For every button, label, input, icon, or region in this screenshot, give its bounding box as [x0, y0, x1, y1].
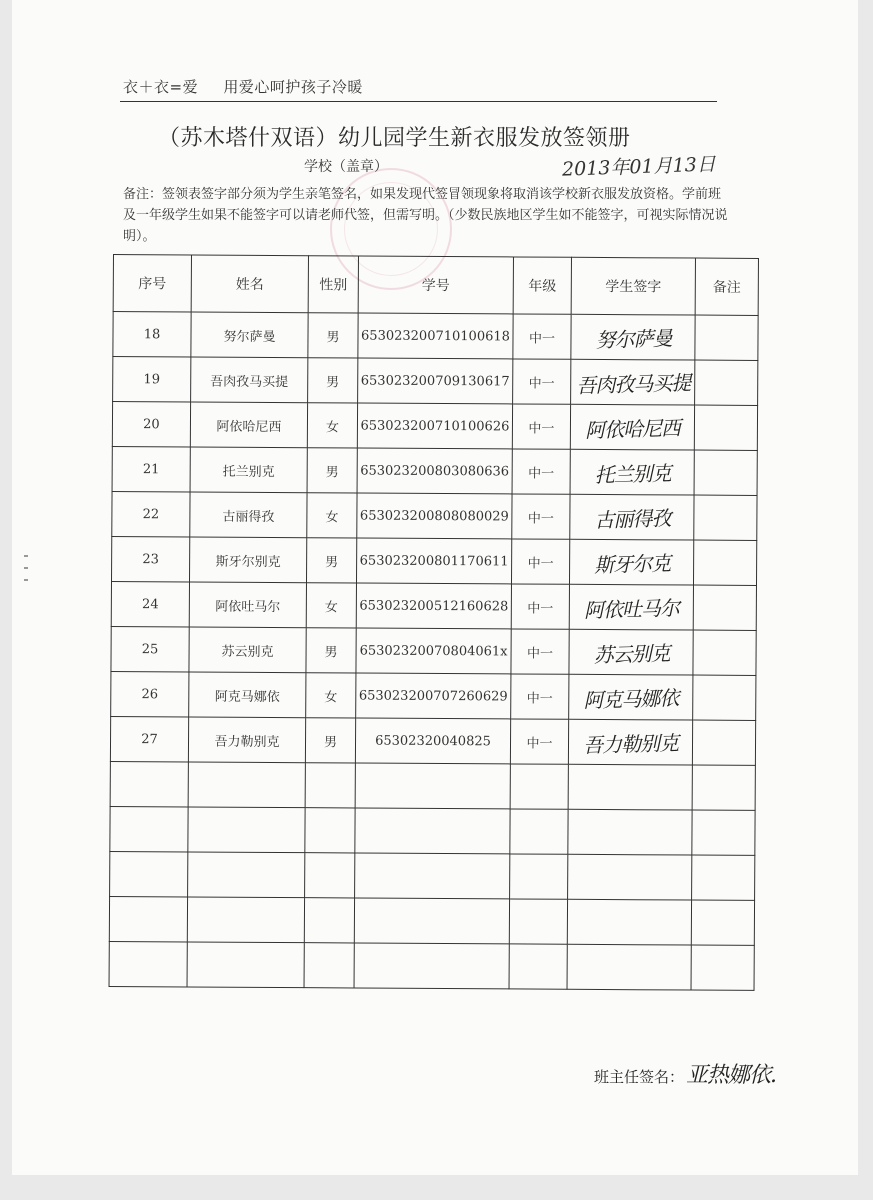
cell-name [188, 762, 305, 808]
cell-no [109, 941, 187, 986]
cell-signature [567, 899, 691, 945]
cell-signature [568, 764, 692, 810]
cell-student-id: 653023200803080636 [357, 448, 512, 494]
table-row [112, 491, 757, 540]
cell-signature [569, 539, 693, 585]
cell-name: 苏云别克 [189, 627, 306, 673]
cell-gender: 男 [305, 718, 355, 763]
cell-student-id [355, 763, 510, 809]
slogan-right: 用爱心呵护孩子冷暖 [223, 78, 363, 96]
student-handwritten-signature: 托兰别克 [593, 460, 671, 487]
table-row [112, 402, 757, 451]
cell-name: 阿依吐马尔 [189, 582, 306, 628]
cell-student-id: 65302320040825 [355, 718, 510, 764]
table-row [113, 357, 758, 406]
cell-signature [567, 944, 691, 990]
header-divider [120, 101, 717, 102]
cell-no: 25 [111, 626, 189, 671]
cell-gender: 男 [306, 628, 356, 673]
cell-gender: 女 [307, 493, 357, 538]
cell-name: 斯牙尔别克 [189, 537, 306, 583]
table-row [109, 896, 754, 945]
cell-gender: 男 [308, 358, 358, 403]
cell-name: 阿依哈尼西 [190, 402, 307, 448]
cell-student-id: 653023200709130617 [358, 358, 513, 404]
cell-no: 22 [112, 491, 190, 536]
cell-signature [570, 449, 694, 495]
cell-remark [692, 765, 755, 810]
cell-grade: 中一 [513, 359, 571, 404]
cell-signature [569, 584, 693, 630]
cell-no: 26 [111, 671, 189, 716]
cell-gender: 女 [307, 403, 357, 448]
cell-grade: 中一 [512, 404, 570, 449]
cell-gender [304, 898, 354, 943]
cell-remark [694, 450, 757, 495]
col-header-no: 序号 [113, 255, 191, 312]
cell-remark [692, 810, 755, 855]
scan-edge-marks [24, 545, 32, 605]
cell-grade: 中一 [512, 449, 570, 494]
cell-no: 18 [113, 312, 191, 357]
cell-no: 27 [110, 716, 188, 761]
cell-student-id: 653023200707260629 [356, 673, 511, 719]
cell-no: 21 [112, 446, 190, 491]
cell-gender [305, 763, 355, 808]
cell-no: 19 [113, 357, 191, 402]
table-row [112, 446, 757, 495]
table-header-row [113, 255, 758, 316]
student-handwritten-signature: 阿克马娜依 [583, 685, 679, 713]
table-row [111, 536, 756, 585]
student-handwritten-signature: 吾力勒别克 [582, 730, 679, 758]
student-handwritten-signature: 苏云别克 [592, 640, 670, 667]
student-handwritten-signature: 阿依哈尼西 [584, 415, 681, 443]
cell-grade: 中一 [510, 719, 568, 764]
cell-grade [509, 899, 567, 944]
cell-signature [569, 629, 693, 675]
student-handwritten-signature: 古丽得孜 [593, 505, 671, 532]
teacher-signature-block [594, 1058, 776, 1089]
cell-signature [570, 494, 694, 540]
cell-no: 20 [112, 402, 190, 447]
cell-no: 24 [111, 581, 189, 626]
cell-gender [304, 943, 354, 988]
cell-remark [693, 585, 756, 630]
col-header-gender: 性别 [308, 256, 358, 313]
cell-no [110, 761, 188, 806]
cell-signature [568, 809, 692, 855]
cell-student-id: 653023200710100626 [357, 403, 512, 449]
cell-name [188, 852, 305, 898]
col-header-grade: 年级 [513, 257, 571, 314]
cell-gender: 女 [306, 673, 356, 718]
cell-remark [693, 540, 756, 585]
cell-remark [695, 315, 758, 360]
student-handwritten-signature: 斯牙尔克 [593, 550, 671, 577]
cell-student-id: 653023200808080029 [357, 493, 512, 539]
cell-name: 吾肉孜马买提 [191, 357, 308, 403]
table-row [109, 941, 754, 990]
col-header-student-id: 学号 [358, 256, 513, 314]
cell-no: 23 [111, 536, 189, 581]
cell-remark [695, 360, 758, 405]
table-row [110, 716, 755, 765]
col-header-signature: 学生签字 [571, 257, 695, 315]
cell-grade: 中一 [511, 584, 569, 629]
table-row [111, 626, 756, 675]
cell-student-id: 653023200710100618 [358, 313, 513, 359]
cell-gender: 女 [306, 583, 356, 628]
cell-signature [568, 854, 692, 900]
document-title: （苏木塔什双语）幼儿园学生新衣服发放签领册 [158, 126, 631, 151]
table-row [110, 806, 755, 855]
cell-grade: 中一 [511, 674, 569, 719]
cell-grade: 中一 [513, 314, 571, 359]
cell-remark [691, 945, 754, 990]
cell-student-id [354, 943, 509, 989]
cell-signature [571, 359, 695, 405]
cell-remark [693, 630, 756, 675]
cell-grade: 中一 [512, 494, 570, 539]
cell-student-id [354, 898, 509, 944]
teacher-signature-label: 班主任签名： [594, 1068, 685, 1086]
table-row [113, 312, 758, 361]
cell-remark [694, 405, 757, 450]
cell-remark [694, 495, 757, 540]
slogan-left: 衣＋衣=爱 [123, 78, 199, 96]
cell-signature [569, 674, 693, 720]
cell-student-id [355, 853, 510, 899]
cell-name: 吾力勒别克 [188, 717, 305, 763]
cell-grade [509, 944, 567, 989]
cell-name [187, 942, 304, 988]
header-slogan [123, 76, 363, 97]
cell-grade [510, 809, 568, 854]
handwritten-date: 2013年01月13日 [561, 153, 717, 181]
cell-gender: 男 [308, 313, 358, 358]
cell-gender [305, 853, 355, 898]
cell-signature [568, 719, 692, 765]
table-row [110, 761, 755, 810]
cell-name: 阿克马娜依 [189, 672, 306, 718]
note-paragraph: 备注：签领表签字部分须为学生亲笔签名，如果发现代签冒领现象将取消该学校新衣服发放资格。学前班及一年级学生如果不能签字可以请老师代签，但需写明。（少数民族地区学生如不能签字，可视实际情况说明）。 [123, 187, 728, 244]
cell-remark [691, 900, 754, 945]
cell-grade: 中一 [511, 629, 569, 674]
cell-gender: 男 [307, 448, 357, 493]
school-seal-label: 学校（盖章） [304, 159, 388, 175]
cell-grade [510, 854, 568, 899]
col-header-name: 姓名 [191, 255, 308, 313]
cell-name: 古丽得孜 [190, 492, 307, 538]
cell-no [110, 851, 188, 896]
cell-student-id: 65302320070804061x [356, 628, 511, 674]
table-row [111, 581, 756, 630]
student-handwritten-signature: 吾肉孜马买提 [575, 370, 691, 398]
teacher-signature: 亚热娜依. [686, 1063, 777, 1088]
cell-grade: 中一 [511, 539, 569, 584]
cell-name: 托兰别克 [190, 447, 307, 493]
cell-student-id: 653023200512160628 [356, 583, 511, 629]
cell-gender [305, 808, 355, 853]
cell-remark [692, 855, 755, 900]
student-handwritten-signature: 努尔萨曼 [594, 325, 672, 352]
table-row [111, 671, 756, 720]
col-header-remark: 备注 [695, 258, 758, 315]
cell-gender: 男 [306, 538, 356, 583]
cell-name: 努尔萨曼 [191, 312, 308, 358]
cell-name [188, 807, 305, 853]
cell-signature [571, 314, 695, 360]
roster-table [109, 254, 759, 991]
table-row [110, 851, 755, 900]
cell-student-id: 653023200801170611 [356, 538, 511, 584]
cell-grade [510, 764, 568, 809]
cell-signature [570, 404, 694, 450]
student-handwritten-signature: 阿依吐马尔 [583, 595, 680, 623]
cell-remark [693, 675, 756, 720]
cell-remark [692, 720, 755, 765]
cell-no [110, 806, 188, 851]
cell-no [109, 896, 187, 941]
cell-student-id [355, 808, 510, 854]
cell-name [187, 897, 304, 943]
